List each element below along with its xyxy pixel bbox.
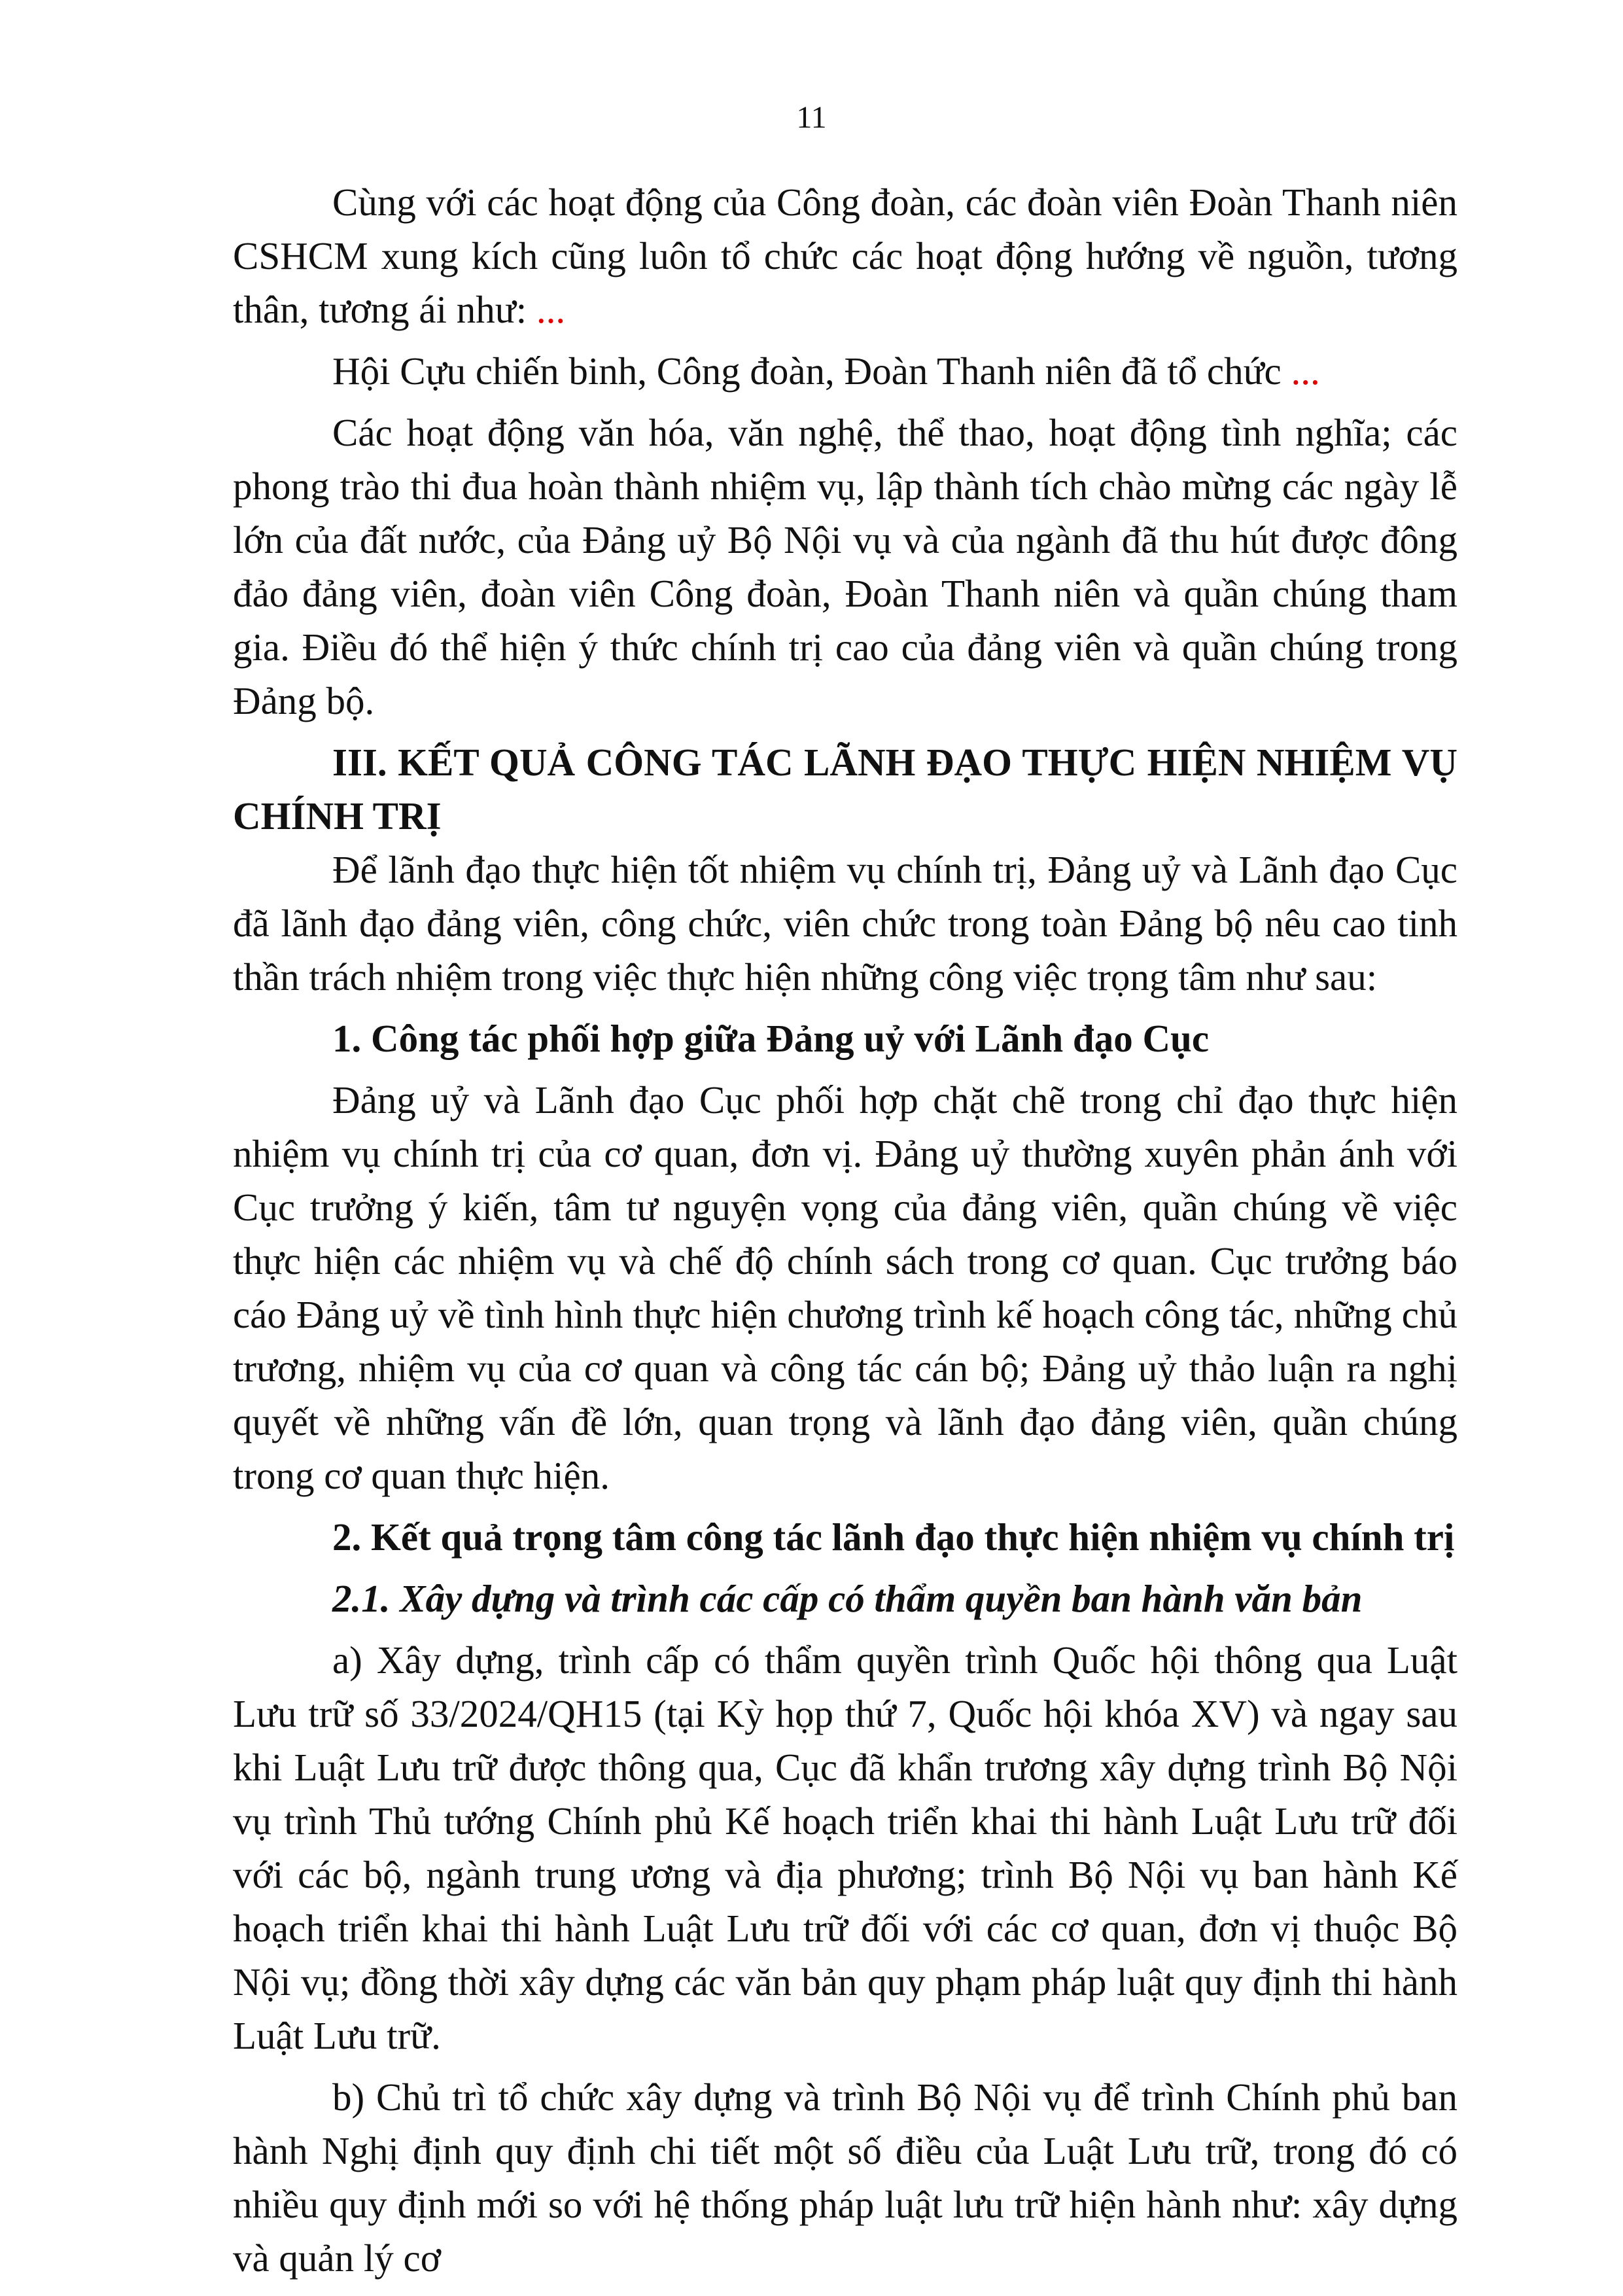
section-heading-iii: III. KẾT QUẢ CÔNG TÁC LÃNH ĐẠO THỰC HIỆN NHIỆM VỤ CHÍNH TRỊ xyxy=(233,741,1457,838)
paragraph-cultural-activities: Các hoạt động văn hóa, văn nghệ, thể thao, hoạt động tình nghĩa; các phong trào thi đua hoàn thành nhiệm vụ, lập thành tích chào mừng các ngày lễ lớn của đất nước, của Đảng uỷ Bộ Nội vụ và của ngành đã thu hút được đông đảo đảng viên, đoàn viên Công đoàn, Đoàn Thanh niên và quần chúng tham gia. Điều đó thể hiện ý thức chính trị cao của đảng viên và quần chúng trong Đảng bộ. xyxy=(233,411,1457,722)
subsection-heading-2: 2. Kết quả trọng tâm công tác lãnh đạo thực hiện nhiệm vụ chính trị xyxy=(332,1515,1455,1559)
page-number: 11 xyxy=(796,100,827,135)
paragraph-leadership-intro: Để lãnh đạo thực hiện tốt nhiệm vụ chính trị, Đảng uỷ và Lãnh đạo Cục đã lãnh đạo đảng viên, công chức, viên chức trong toàn Đảng bộ nêu cao tinh thần trách nhiệm trong việc thực hiện những công việc trọng tâm như sau: xyxy=(233,848,1457,998)
paragraph-union-youth-activities xyxy=(233,175,1457,336)
paragraph-text: Cùng với các hoạt động của Công đoàn, các đoàn viên Đoàn Thanh niên CSHCM xung kích cũng luôn tổ chức các hoạt động hướng về nguồn, tương thân, tương ái như: xyxy=(233,181,1457,331)
paragraph-veterans-organized xyxy=(233,344,1457,398)
subsection-heading-1: 1. Công tác phối hợp giữa Đảng uỷ với Lãnh đạo Cục xyxy=(332,1017,1210,1060)
subsection-heading-2-1: 2.1. Xây dựng và trình các cấp có thẩm quyền ban hành văn bản xyxy=(332,1577,1363,1620)
paragraph-text: Hội Cựu chiến binh, Công đoàn, Đoàn Thanh niên đã tổ chức xyxy=(332,349,1291,393)
placeholder-ellipsis: ... xyxy=(1291,349,1320,393)
document-body xyxy=(233,175,1457,2285)
paragraph-item-a: a) Xây dựng, trình cấp có thẩm quyền trình Quốc hội thông qua Luật Lưu trữ số 33/2024/QH15 (tại Kỳ họp thứ 7, Quốc hội khóa XV) và ngay sau khi Luật Lưu trữ được thông qua, Cục đã khẩn trương xây dựng trình Bộ Nội vụ trình Thủ tướng Chính phủ Kế hoạch triển khai thi hành Luật Lưu trữ đối với các bộ, ngành trung ương và địa phương; trình Bộ Nội vụ ban hành Kế hoạch triển khai thi hành Luật Lưu trữ đối với các cơ quan, đơn vị thuộc Bộ Nội vụ; đồng thời xây dựng các văn bản quy phạm pháp luật quy định thi hành Luật Lưu trữ. xyxy=(233,1638,1457,2057)
placeholder-ellipsis: ... xyxy=(536,288,566,331)
paragraph-coordination: Đảng uỷ và Lãnh đạo Cục phối hợp chặt chẽ trong chỉ đạo thực hiện nhiệm vụ chính trị của cơ quan, đơn vị. Đảng uỷ thường xuyên phản ánh với Cục trưởng ý kiến, tâm tư nguyện vọng của đảng viên, quần chúng về việc thực hiện các nhiệm vụ và chế độ chính sách trong cơ quan. Cục trưởng báo cáo Đảng uỷ về tình hình thực hiện chương trình kế hoạch công tác, những chủ trương, nhiệm vụ của cơ quan và công tác cán bộ; Đảng uỷ thảo luận ra nghị quyết về những vấn đề lớn, quan trọng và lãnh đạo đảng viên, quần chúng trong cơ quan thực hiện. xyxy=(233,1078,1457,1497)
paragraph-item-b: b) Chủ trì tổ chức xây dựng và trình Bộ Nội vụ để trình Chính phủ ban hành Nghị định quy định chi tiết một số điều của Luật Lưu trữ, trong đó có nhiều quy định mới so với hệ thống pháp luật lưu trữ hiện hành như: xây dựng và quản lý cơ xyxy=(233,2075,1457,2280)
